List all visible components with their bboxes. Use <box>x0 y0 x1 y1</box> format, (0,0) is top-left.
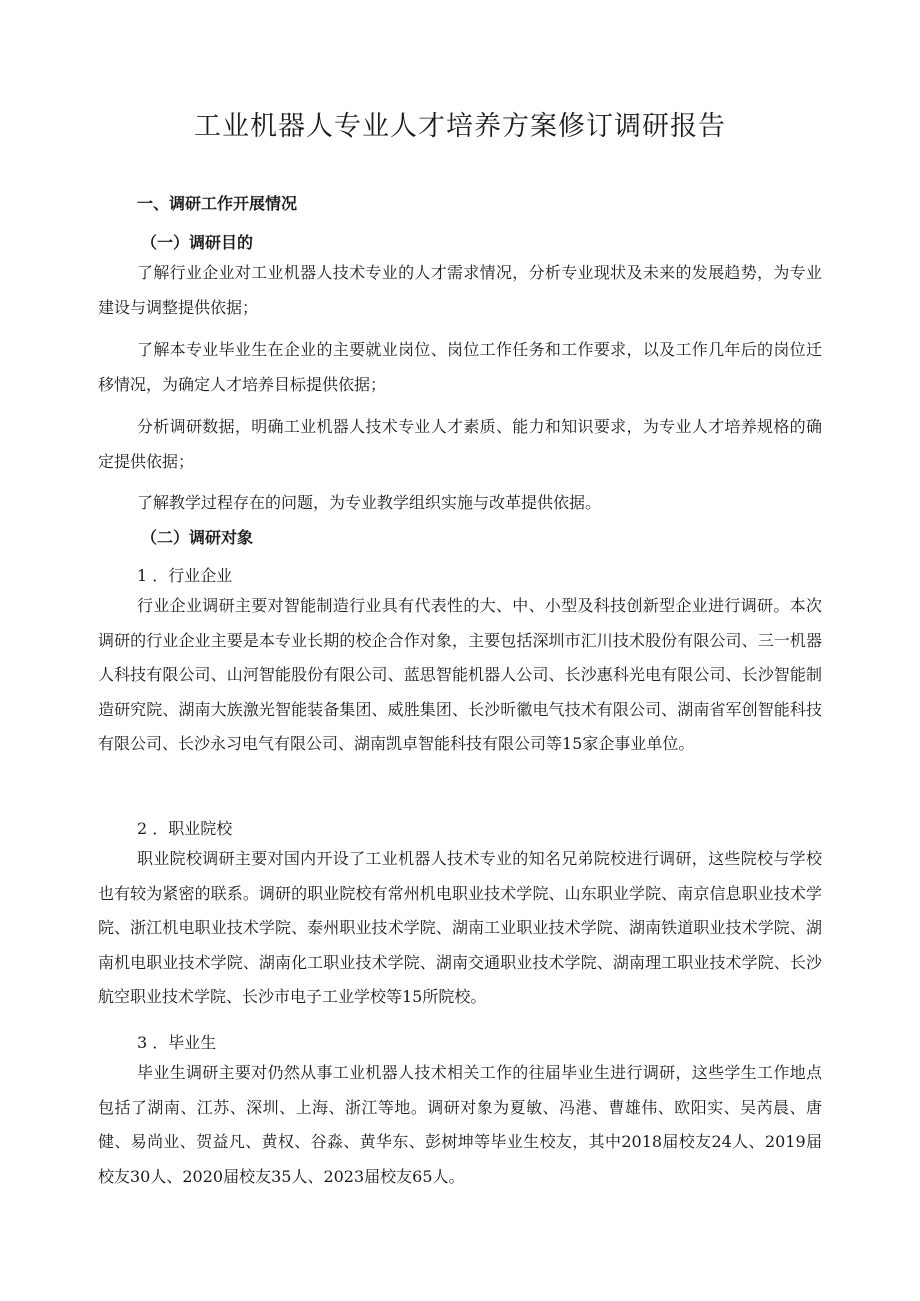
paragraph-purpose-2: 了解本专业毕业生在企业的主要就业岗位、岗位工作任务和工作要求，以及工作几年后的岗位迁移情况，为确定人才培养目标提供依据； <box>98 340 822 394</box>
paragraph-graduates: 毕业生调研主要对仍然从事工业机器人技术相关工作的往届毕业生进行调研，这些学生工作地点包括了湖南、江苏、深圳、上海、浙江等地。调研对象为夏敏、冯港、曹雄伟、欧阳实、吴芮晨、唐健、易尚业、贺益凡、黄权、谷淼、黄华东、彭树坤等毕业生校友，其中2018届校友24人、2019届校友30人、2020届校友35人、2023届校友65人。 <box>98 1063 822 1186</box>
section-heading-1: 一、调研工作开展情况 <box>137 194 298 213</box>
paragraph-purpose-4: 了解教学过程存在的问题，为专业教学组织实施与改革提供依据。 <box>137 493 602 512</box>
document-title: 工业机器人专业人才培养方案修订调研报告 <box>194 111 726 142</box>
item-heading-graduates: 3 ．毕业生 <box>137 1033 217 1052</box>
subsection-heading-purpose: （一）调研目的 <box>141 233 254 252</box>
item-heading-industry: 1 ．行业企业 <box>137 566 233 585</box>
item-heading-colleges: 2 ．职业院校 <box>137 819 233 838</box>
paragraph-colleges: 职业院校调研主要对国内开设了工业机器人技术专业的知名兄弟院校进行调研，这些院校与学校也有较为紧密的联系。调研的职业院校有常州机电职业技术学院、山东职业学院、南京信息职业技术学院、浙江机电职业技术学院、泰州职业技术学院、湖南工业职业技术学院、湖南铁道职业技术学院、湖南机电职业技术学院、湖南化工职业技术学院、湖南交通职业技术学院、湖南理工职业技术学院、长沙航空职业技术学院、长沙市电子工业学校等15所院校。 <box>98 849 822 1006</box>
paragraph-purpose-3: 分析调研数据，明确工业机器人技术专业人才素质、能力和知识要求，为专业人才培养规格的确定提供依据； <box>98 417 822 471</box>
paragraph-purpose-1: 了解行业企业对工业机器人技术专业的人才需求情况，分析专业现状及未来的发展趋势，为专业建设与调整提供依据； <box>98 263 822 317</box>
subsection-heading-targets: （二）调研对象 <box>141 528 254 547</box>
paragraph-industry: 行业企业调研主要对智能制造行业具有代表性的大、中、小型及科技创新型企业进行调研。本次调研的行业企业主要是本专业长期的校企合作对象，主要包括深圳市汇川技术股份有限公司、三一机器人科技有限公司、山河智能股份有限公司、蓝思智能机器人公司、长沙惠科光电有限公司、长沙智能制造研究院、湖南大族激光智能装备集团、威胜集团、长沙昕徽电气技术有限公司、湖南省军创智能科技有限公司、长沙永习电气有限公司、湖南凯卓智能科技有限公司等15家企事业单位。 <box>98 596 822 753</box>
